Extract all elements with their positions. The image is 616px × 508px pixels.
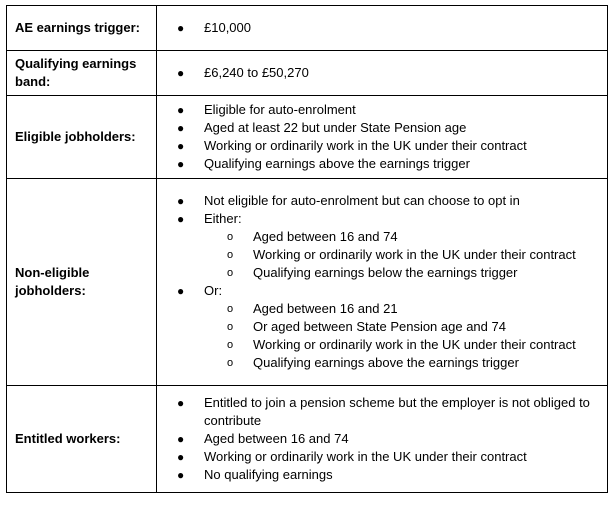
bullet-circle-icon: o <box>227 357 234 369</box>
sub-bullet-text: Qualifying earnings above the earnings trigger <box>253 355 519 370</box>
bullet-list <box>157 192 603 372</box>
bullet-text: Either: <box>204 211 242 226</box>
row-content <box>157 6 608 51</box>
bullet-list <box>157 64 603 82</box>
sub-bullet-text: Working or ordinarily work in the UK under their contract <box>253 247 576 262</box>
bullet-text: Working or ordinarily work in the UK under their contract <box>204 138 527 153</box>
sub-bullet-item <box>157 336 603 354</box>
sub-bullet-text: Aged between 16 and 21 <box>253 301 398 316</box>
bullet-list <box>157 394 603 484</box>
bullet-item <box>157 448 603 466</box>
pension-criteria-table <box>6 5 608 493</box>
sub-bullet-text: Aged between 16 and 74 <box>253 229 398 244</box>
bullet-item <box>157 282 603 372</box>
row-qualifying-earnings-band <box>7 51 608 96</box>
bullet-dot-icon: ● <box>177 284 185 298</box>
bullet-item <box>157 394 603 430</box>
bullet-dot-icon: ● <box>177 66 185 80</box>
bullet-circle-icon: o <box>227 249 234 261</box>
bullet-circle-icon: o <box>227 339 234 351</box>
bullet-item <box>157 64 603 82</box>
bullet-dot-icon: ● <box>177 157 185 171</box>
bullet-text: Working or ordinarily work in the UK under their contract <box>204 449 527 464</box>
bullet-dot-icon: ● <box>177 21 185 35</box>
bullet-item <box>157 137 603 155</box>
bullet-item <box>157 430 603 448</box>
sub-bullet-text: Or aged between State Pension age and 74 <box>253 319 506 334</box>
bullet-text: £10,000 <box>204 20 251 35</box>
bullet-text: Not eligible for auto-enrolment but can choose to opt in <box>204 193 520 208</box>
sub-bullet-item <box>157 228 603 246</box>
row-label: AE earnings trigger: <box>7 6 157 51</box>
sub-bullet-text: Working or ordinarily work in the UK under their contract <box>253 337 576 352</box>
bullet-dot-icon: ● <box>177 121 185 135</box>
row-label: Eligible jobholders: <box>7 96 157 179</box>
row-non-eligible-jobholders <box>7 179 608 386</box>
row-content <box>157 386 608 493</box>
bullet-text: Qualifying earnings above the earnings trigger <box>204 156 470 171</box>
row-eligible-jobholders <box>7 96 608 179</box>
sub-bullet-item <box>157 246 603 264</box>
sub-bullet-list <box>204 300 603 372</box>
bullet-item <box>157 119 603 137</box>
bullet-circle-icon: o <box>227 267 234 279</box>
bullet-dot-icon: ● <box>177 396 185 410</box>
bullet-text: No qualifying earnings <box>204 467 333 482</box>
row-entitled-workers <box>7 386 608 493</box>
bullet-item <box>157 210 603 282</box>
bullet-item <box>157 101 603 119</box>
sub-bullet-item <box>157 354 603 372</box>
bullet-dot-icon: ● <box>177 139 185 153</box>
bullet-circle-icon: o <box>227 303 234 315</box>
bullet-item <box>157 19 603 37</box>
bullet-item <box>157 192 603 210</box>
sub-bullet-list <box>204 228 603 282</box>
sub-bullet-item <box>157 318 603 336</box>
sub-bullet-item <box>157 264 603 282</box>
row-content <box>157 96 608 179</box>
bullet-list <box>157 101 603 173</box>
bullet-text: Entitled to join a pension scheme but the employer is not obliged to contribute <box>204 395 590 428</box>
bullet-text: Aged between 16 and 74 <box>204 431 349 446</box>
bullet-text: Aged at least 22 but under State Pension age <box>204 120 467 135</box>
row-label: Entitled workers: <box>7 386 157 493</box>
bullet-dot-icon: ● <box>177 432 185 446</box>
bullet-text: £6,240 to £50,270 <box>204 65 309 80</box>
row-content <box>157 179 608 386</box>
bullet-item <box>157 466 603 484</box>
bullet-text: Or: <box>204 283 223 298</box>
bullet-circle-icon: o <box>227 321 234 333</box>
bullet-circle-icon: o <box>227 231 234 243</box>
sub-bullet-text: Qualifying earnings below the earnings trigger <box>253 265 518 280</box>
row-ae-earnings-trigger <box>7 6 608 51</box>
row-label: Non-eligible jobholders: <box>7 179 157 386</box>
bullet-dot-icon: ● <box>177 212 185 226</box>
row-content <box>157 51 608 96</box>
row-label: Qualifying earnings band: <box>7 51 157 96</box>
bullet-dot-icon: ● <box>177 468 185 482</box>
bullet-dot-icon: ● <box>177 194 185 208</box>
bullet-text: Eligible for auto-enrolment <box>204 102 356 117</box>
bullet-list <box>157 19 603 37</box>
bullet-item <box>157 155 603 173</box>
sub-bullet-item <box>157 300 603 318</box>
bullet-dot-icon: ● <box>177 450 185 464</box>
bullet-dot-icon: ● <box>177 103 185 117</box>
